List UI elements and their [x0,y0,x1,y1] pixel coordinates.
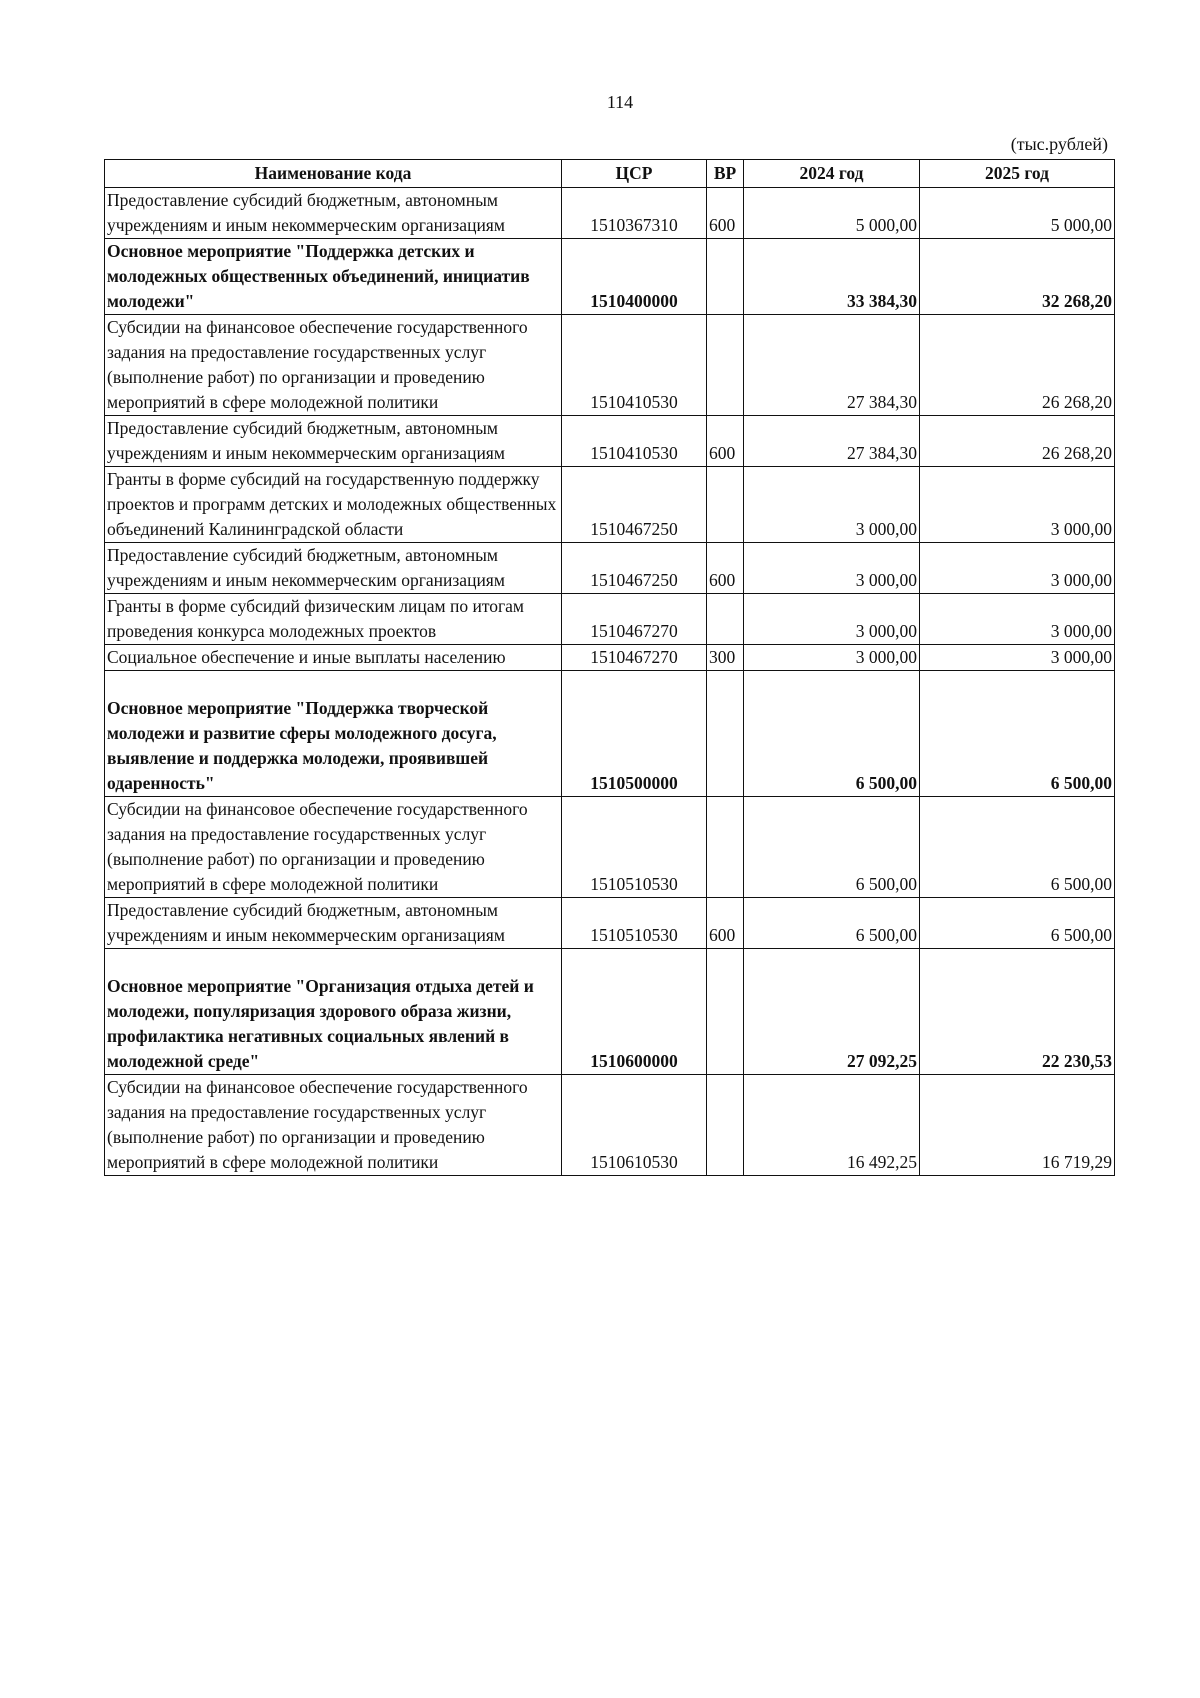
cell-name: Субсидии на финансовое обеспечение государственного задания на предоставление государственных услуг (выполнение работ) по организации и проведению мероприятий в сфере молодежной политики [105,1075,562,1176]
cell-vr: 600 [707,898,744,949]
table-row [105,416,1115,467]
cell-name: Субсидии на финансовое обеспечение государственного задания на предоставление государственных услуг (выполнение работ) по организации и проведению мероприятий в сфере молодежной политики [105,315,562,416]
cell-name: Предоставление субсидий бюджетным, автономным учреждениям и иным некоммерческим организациям [105,188,562,239]
cell-name: Основное мероприятие "Организация отдыха детей и молодежи, популяризация здорового образа жизни, профилактика негативных социальных явлений в молодежной среде" [105,949,562,1075]
cell-csr: 1510400000 [562,239,707,315]
cell-csr: 1510467270 [562,645,707,671]
cell-name: Социальное обеспечение и иные выплаты населению [105,645,562,671]
cell-2025: 16 719,29 [920,1075,1115,1176]
cell-2024: 6 500,00 [744,797,920,898]
cell-2025: 6 500,00 [920,797,1115,898]
cell-name: Гранты в форме субсидий физическим лицам по итогам проведения конкурса молодежных проектов [105,594,562,645]
cell-csr: 1510410530 [562,315,707,416]
cell-vr [707,1075,744,1176]
table-row [105,645,1115,671]
cell-csr: 1510467250 [562,467,707,543]
table-row [105,1075,1115,1176]
cell-vr [707,949,744,1075]
cell-vr [707,467,744,543]
cell-name: Основное мероприятие "Поддержка творческой молодежи и развитие сферы молодежного досуга, выявление и поддержка молодежи, проявившей одаренность" [105,671,562,797]
cell-2024: 6 500,00 [744,671,920,797]
cell-name: Предоставление субсидий бюджетным, автономным учреждениям и иным некоммерческим организациям [105,898,562,949]
cell-2025: 5 000,00 [920,188,1115,239]
cell-csr: 1510600000 [562,949,707,1075]
cell-vr [707,315,744,416]
cell-2024: 3 000,00 [744,543,920,594]
cell-2024: 3 000,00 [744,594,920,645]
cell-vr [707,239,744,315]
header-2025: 2025 год [920,160,1115,188]
cell-vr [707,797,744,898]
cell-2025: 3 000,00 [920,543,1115,594]
header-name: Наименование кода [105,160,562,188]
cell-2025: 6 500,00 [920,898,1115,949]
table-header-row [105,160,1115,188]
header-2024: 2024 год [744,160,920,188]
cell-2024: 3 000,00 [744,645,920,671]
cell-name: Основное мероприятие "Поддержка детских и молодежных общественных объединений, инициатив молодежи" [105,239,562,315]
table-row [105,543,1115,594]
cell-2024: 33 384,30 [744,239,920,315]
cell-csr: 1510367310 [562,188,707,239]
table-row [105,594,1115,645]
cell-2025: 3 000,00 [920,645,1115,671]
cell-2025: 26 268,20 [920,315,1115,416]
table-row [105,797,1115,898]
cell-2025: 22 230,53 [920,949,1115,1075]
cell-vr: 300 [707,645,744,671]
table-row [105,898,1115,949]
cell-2024: 27 092,25 [744,949,920,1075]
header-csr: ЦСР [562,160,707,188]
cell-vr: 600 [707,416,744,467]
cell-csr: 1510500000 [562,671,707,797]
cell-csr: 1510467270 [562,594,707,645]
budget-table [104,159,1115,1176]
cell-name: Гранты в форме субсидий на государственную поддержку проектов и программ детских и молодежных общественных объединений Калининградской области [105,467,562,543]
cell-vr: 600 [707,188,744,239]
cell-csr: 1510510530 [562,797,707,898]
table-row [105,188,1115,239]
cell-2024: 3 000,00 [744,467,920,543]
cell-2025: 32 268,20 [920,239,1115,315]
cell-2024: 5 000,00 [744,188,920,239]
table-row [105,467,1115,543]
cell-csr: 1510510530 [562,898,707,949]
cell-csr: 1510610530 [562,1075,707,1176]
cell-2024: 27 384,30 [744,315,920,416]
table-row [105,315,1115,416]
table-row [105,671,1115,797]
cell-2025: 3 000,00 [920,594,1115,645]
cell-2024: 16 492,25 [744,1075,920,1176]
table-row [105,949,1115,1075]
cell-name: Субсидии на финансовое обеспечение государственного задания на предоставление государственных услуг (выполнение работ) по организации и проведению мероприятий в сфере молодежной политики [105,797,562,898]
page-number: 114 [606,92,634,112]
table-row [105,239,1115,315]
cell-csr: 1510410530 [562,416,707,467]
cell-vr [707,671,744,797]
cell-2024: 27 384,30 [744,416,920,467]
cell-2025: 3 000,00 [920,467,1115,543]
cell-2025: 26 268,20 [920,416,1115,467]
cell-vr [707,594,744,645]
cell-name: Предоставление субсидий бюджетным, автономным учреждениям и иным некоммерческим организациям [105,416,562,467]
cell-2025: 6 500,00 [920,671,1115,797]
cell-2024: 6 500,00 [744,898,920,949]
header-vr: ВР [707,160,744,188]
units-label: (тыс.рублей) [1010,134,1108,154]
cell-name: Предоставление субсидий бюджетным, автономным учреждениям и иным некоммерческим организациям [105,543,562,594]
cell-vr: 600 [707,543,744,594]
cell-csr: 1510467250 [562,543,707,594]
